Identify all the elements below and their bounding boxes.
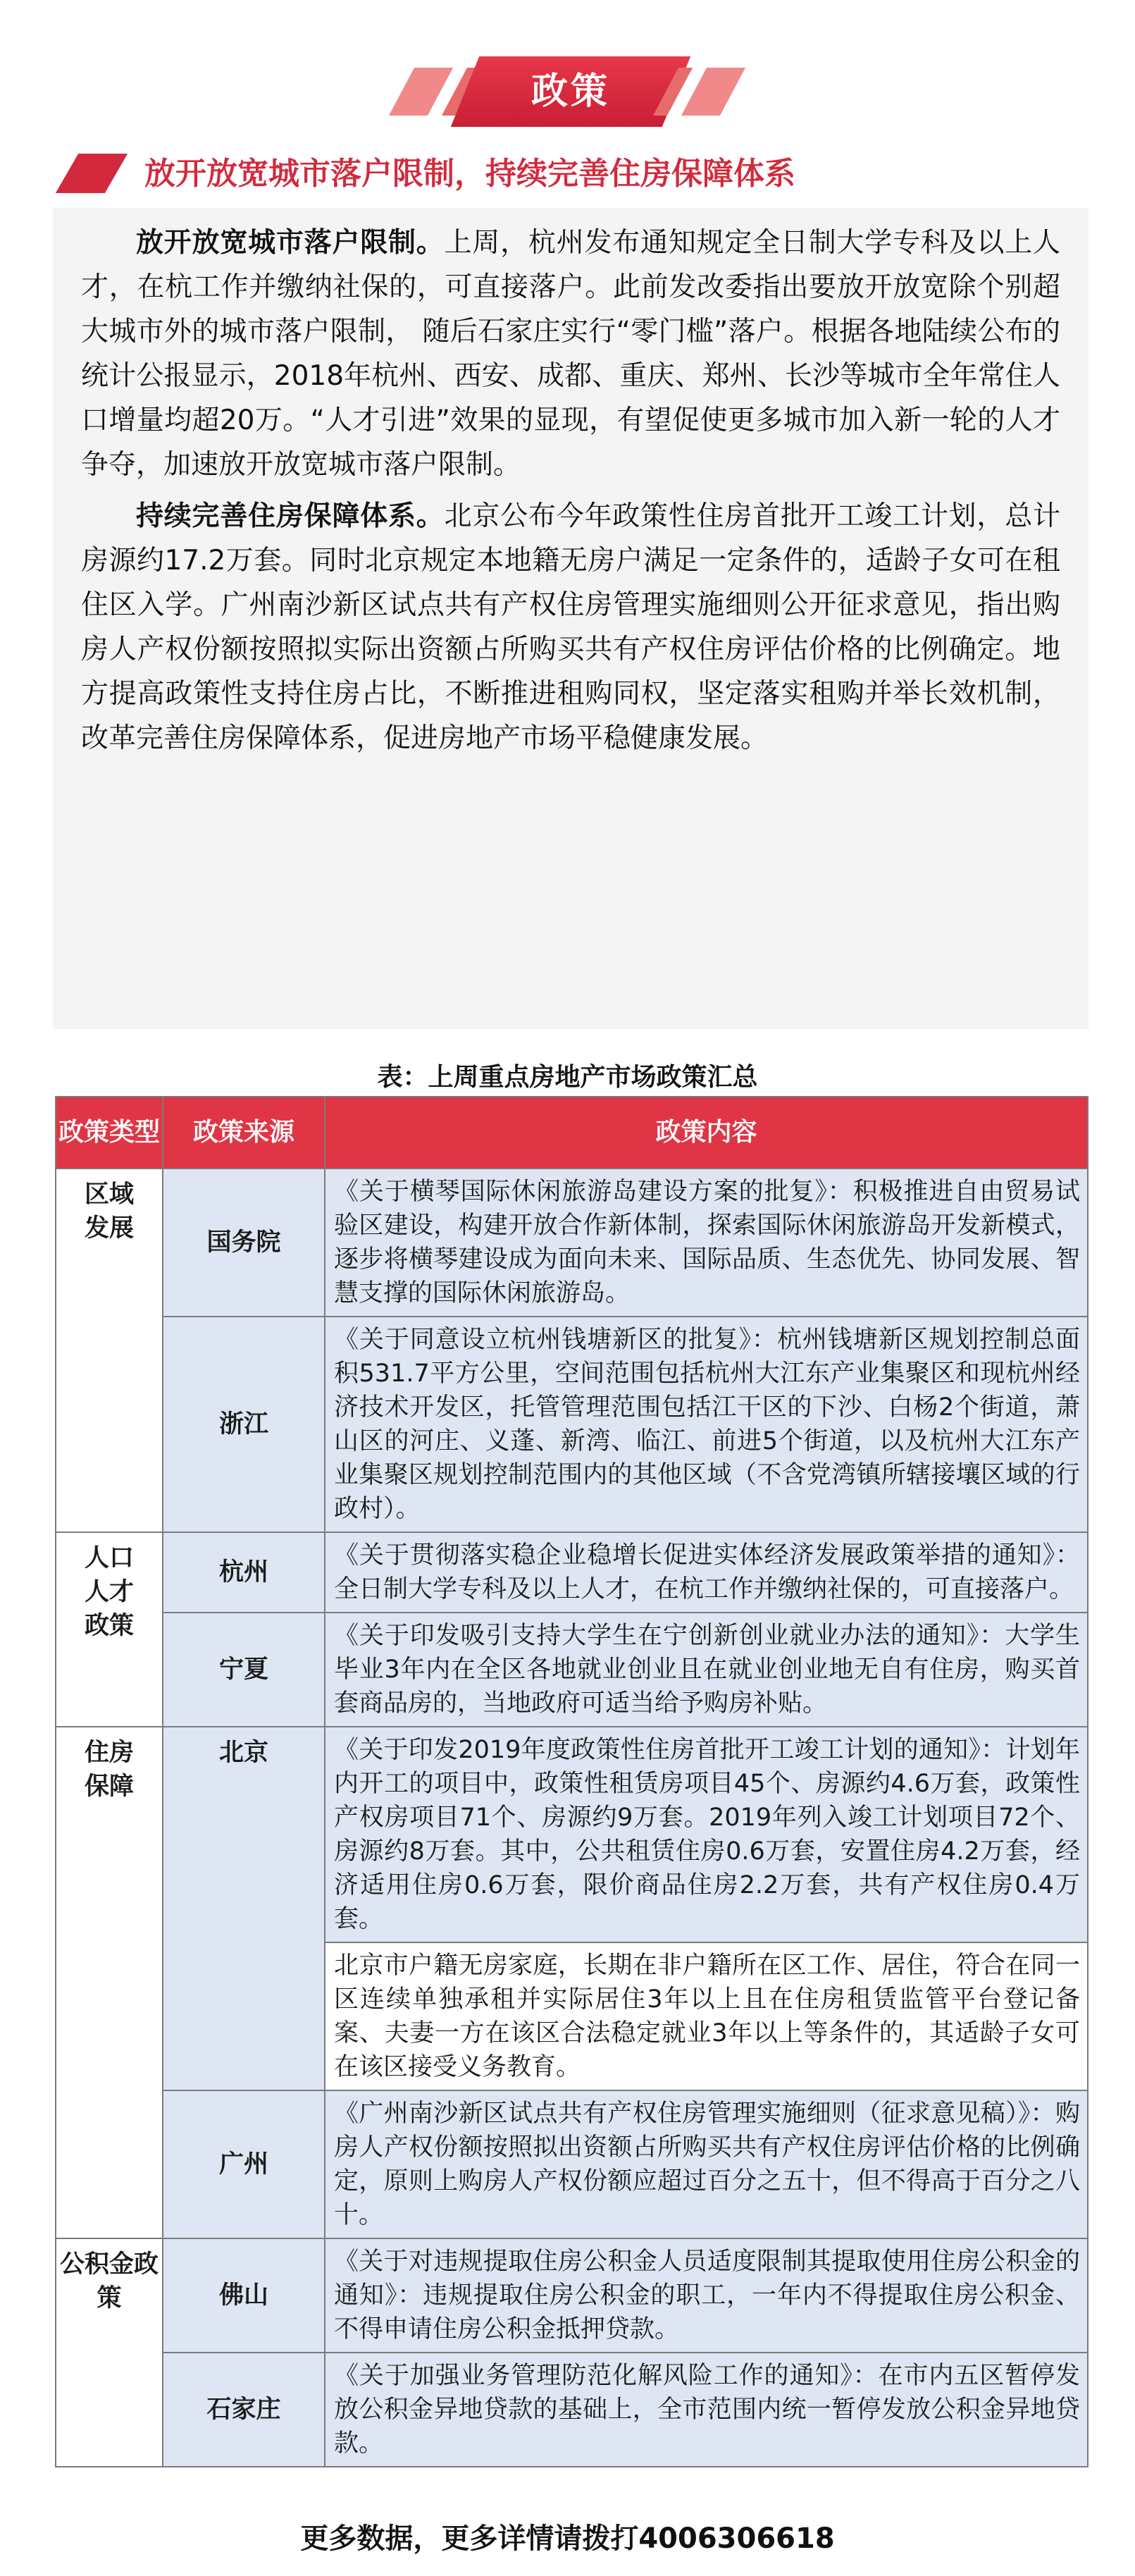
policy-content-cell: 《关于同意设立杭州钱塘新区的批复》：杭州钱塘新区规划控制总面积531.7平方公里，空间范围包括杭州大江东产业集聚区和现杭州经济技术开发区，托管管理范围包括江干区的下沙、白杨2个街道，萧山区的河庄、义蓬、新湾、临江、前进5个街道，以及杭州大江东产业集聚区规划控制范围内的其他区域（不含党湾镇所辖接壤区域的行政村）。 (325, 1317, 1088, 1532)
policy-content-cell: 《关于对违规提取住房公积金人员适度限制其提取使用住房公积金的通知》：违规提取住房公积金的职工，一年内不得提取住房公积金、不得申请住房公积金抵押贷款。 (325, 2238, 1088, 2353)
table-row (56, 1532, 1088, 1613)
table-caption: 表：上周重点房地产市场政策汇总 (377, 1063, 758, 1092)
policy-table (55, 1096, 1089, 2467)
policy-content-cell: 《关于横琴国际休闲旅游岛建设方案的批复》：积极推进自由贸易试验区建设，构建开放合作新体制，探索国际休闲旅游岛开发新模式，逐步将横琴建设成为面向未来、国际品质、生态优先、协同发展、智慧支撑的国际休闲旅游岛。 (325, 1169, 1088, 1317)
policy-source-cell: 宁夏 (163, 1613, 325, 1727)
banner-stripe (681, 68, 745, 116)
policy-content-cell: 北京市户籍无房家庭，长期在非户籍所在区工作、居住，符合在同一区连续单独承租并实际居住3年以上且在住房租赁监管平台登记备案、夫妻一方在该区合法稳定就业3年以上等条件的，其适龄子女可在该区接受义务教育。 (325, 1942, 1088, 2090)
policy-source-cell: 佛山 (163, 2238, 325, 2353)
table-row (56, 1169, 1088, 1317)
policy-source-cell: 国务院 (163, 1169, 325, 1317)
policy-type-cell: 人口人才政策 (56, 1532, 163, 1727)
policy-source-cell: 北京 (163, 1727, 325, 2090)
paragraph-2-lead: 持续完善住房保障体系。 (136, 500, 445, 532)
footer-contact: 更多数据，更多详情请拨打4006306618 (300, 2522, 835, 2555)
table-row (56, 2353, 1088, 2467)
table-row (56, 1613, 1088, 1727)
paragraph-1-lead: 放开放宽城市落户限制。 (136, 227, 445, 259)
header-policy-type: 政策类型 (56, 1097, 163, 1169)
table-row (56, 2238, 1088, 2353)
policy-type-cell: 住房保障 (56, 1727, 163, 2238)
policy-content-cell: 《关于印发吸引支持大学生在宁创新创业就业办法的通知》：大学生毕业3年内在全区各地就业创业且在就业创业地无自有住房，购买首套商品房的，当地政府可适当给予购房补贴。 (325, 1613, 1088, 1727)
policy-content-cell: 《广州南沙新区试点共有产权住房管理实施细则（征求意见稿）》：购房人产权份额按照拟出资额占所购买共有产权住房评估价格的比例确定，原则上购房人产权份额应超过百分之五十，但不得高于百分之八十。 (325, 2090, 1088, 2238)
paragraph-1-body: 上周，杭州发布通知规定全日制大学专科及以上人才，在杭工作并缴纳社保的，可直接落户。此前发改委指出要放开放宽除个别超大城市外的城市落户限制， 随后石家庄实行“零门槛”落户。根据各地陆续公布的统计公报显示，2018年杭州、西安、成都、重庆、郑州、长沙等城市全年常住人口增量均超20万。“人才引进”效果的显现，有望促使更多城市加入新一轮的人才争夺，加速放开放宽城市落户限制。 (81, 227, 1060, 481)
policy-content-cell: 《关于贯彻落实稳企业稳增长促进实体经济发展政策举措的通知》：全日制大学专科及以上人才，在杭工作并缴纳社保的，可直接落户。 (325, 1532, 1088, 1613)
header-policy-content: 政策内容 (325, 1097, 1088, 1169)
banner-stripe (389, 68, 453, 116)
policy-source-cell: 浙江 (163, 1317, 325, 1532)
policy-source-cell: 石家庄 (163, 2353, 325, 2467)
paragraph-2 (81, 494, 1060, 760)
article-body (53, 208, 1089, 1029)
table-row (56, 1727, 1088, 1942)
article-heading (67, 149, 1089, 199)
policy-source-cell: 广州 (163, 2090, 325, 2238)
header-banner (0, 49, 1135, 134)
section-title: 政策 (531, 70, 610, 113)
policy-type-cell: 区域发展 (56, 1169, 163, 1532)
article-heading-text: 放开放宽城市落户限制，持续完善住房保障体系 (144, 156, 795, 192)
policy-type-cell: 公积金政策 (56, 2238, 163, 2467)
policy-source-cell: 杭州 (163, 1532, 325, 1613)
paragraph-2-body: 北京公布今年政策性住房首批开工竣工计划，总计房源约17.2万套。同时北京规定本地籍无房户满足一定条件的，适龄子女可在租住区入学。广州南沙新区试点共有产权住房管理实施细则公开征求意见，指出购房人产权份额按照拟实际出资额占所购买共有产权住房评估价格的比例确定。地方提高政策性支持住房占比，不断推进租购同权，坚定落实租购并举长效机制，改革完善住房保障体系，促进房地产市场平稳健康发展。 (81, 500, 1060, 754)
header-policy-source: 政策来源 (163, 1097, 325, 1169)
table-header-row (56, 1097, 1088, 1169)
policy-content-cell: 《关于加强业务管理防范化解风险工作的通知》：在市内五区暂停发放公积金异地贷款的基础上，全市范围内统一暂停发放公积金异地贷款。 (325, 2353, 1088, 2467)
policy-content-cell: 《关于印发2019年度政策性住房首批开工竣工计划的通知》：计划年内开工的项目中，政策性租赁房项目45个、房源约4.6万套，政策性产权房项目71个、房源约9万套。2019年列入竣工计划项目72个、房源约8万套。其中，公共租赁住房0.6万套，安置住房4.2万套，经济适用住房0.6万套，限价商品住房2.2万套，共有产权住房0.4万套。 (325, 1727, 1088, 1942)
paragraph-1 (81, 221, 1060, 487)
heading-marker (56, 154, 128, 193)
table-row (56, 1317, 1088, 1532)
table-row (56, 2090, 1088, 2238)
